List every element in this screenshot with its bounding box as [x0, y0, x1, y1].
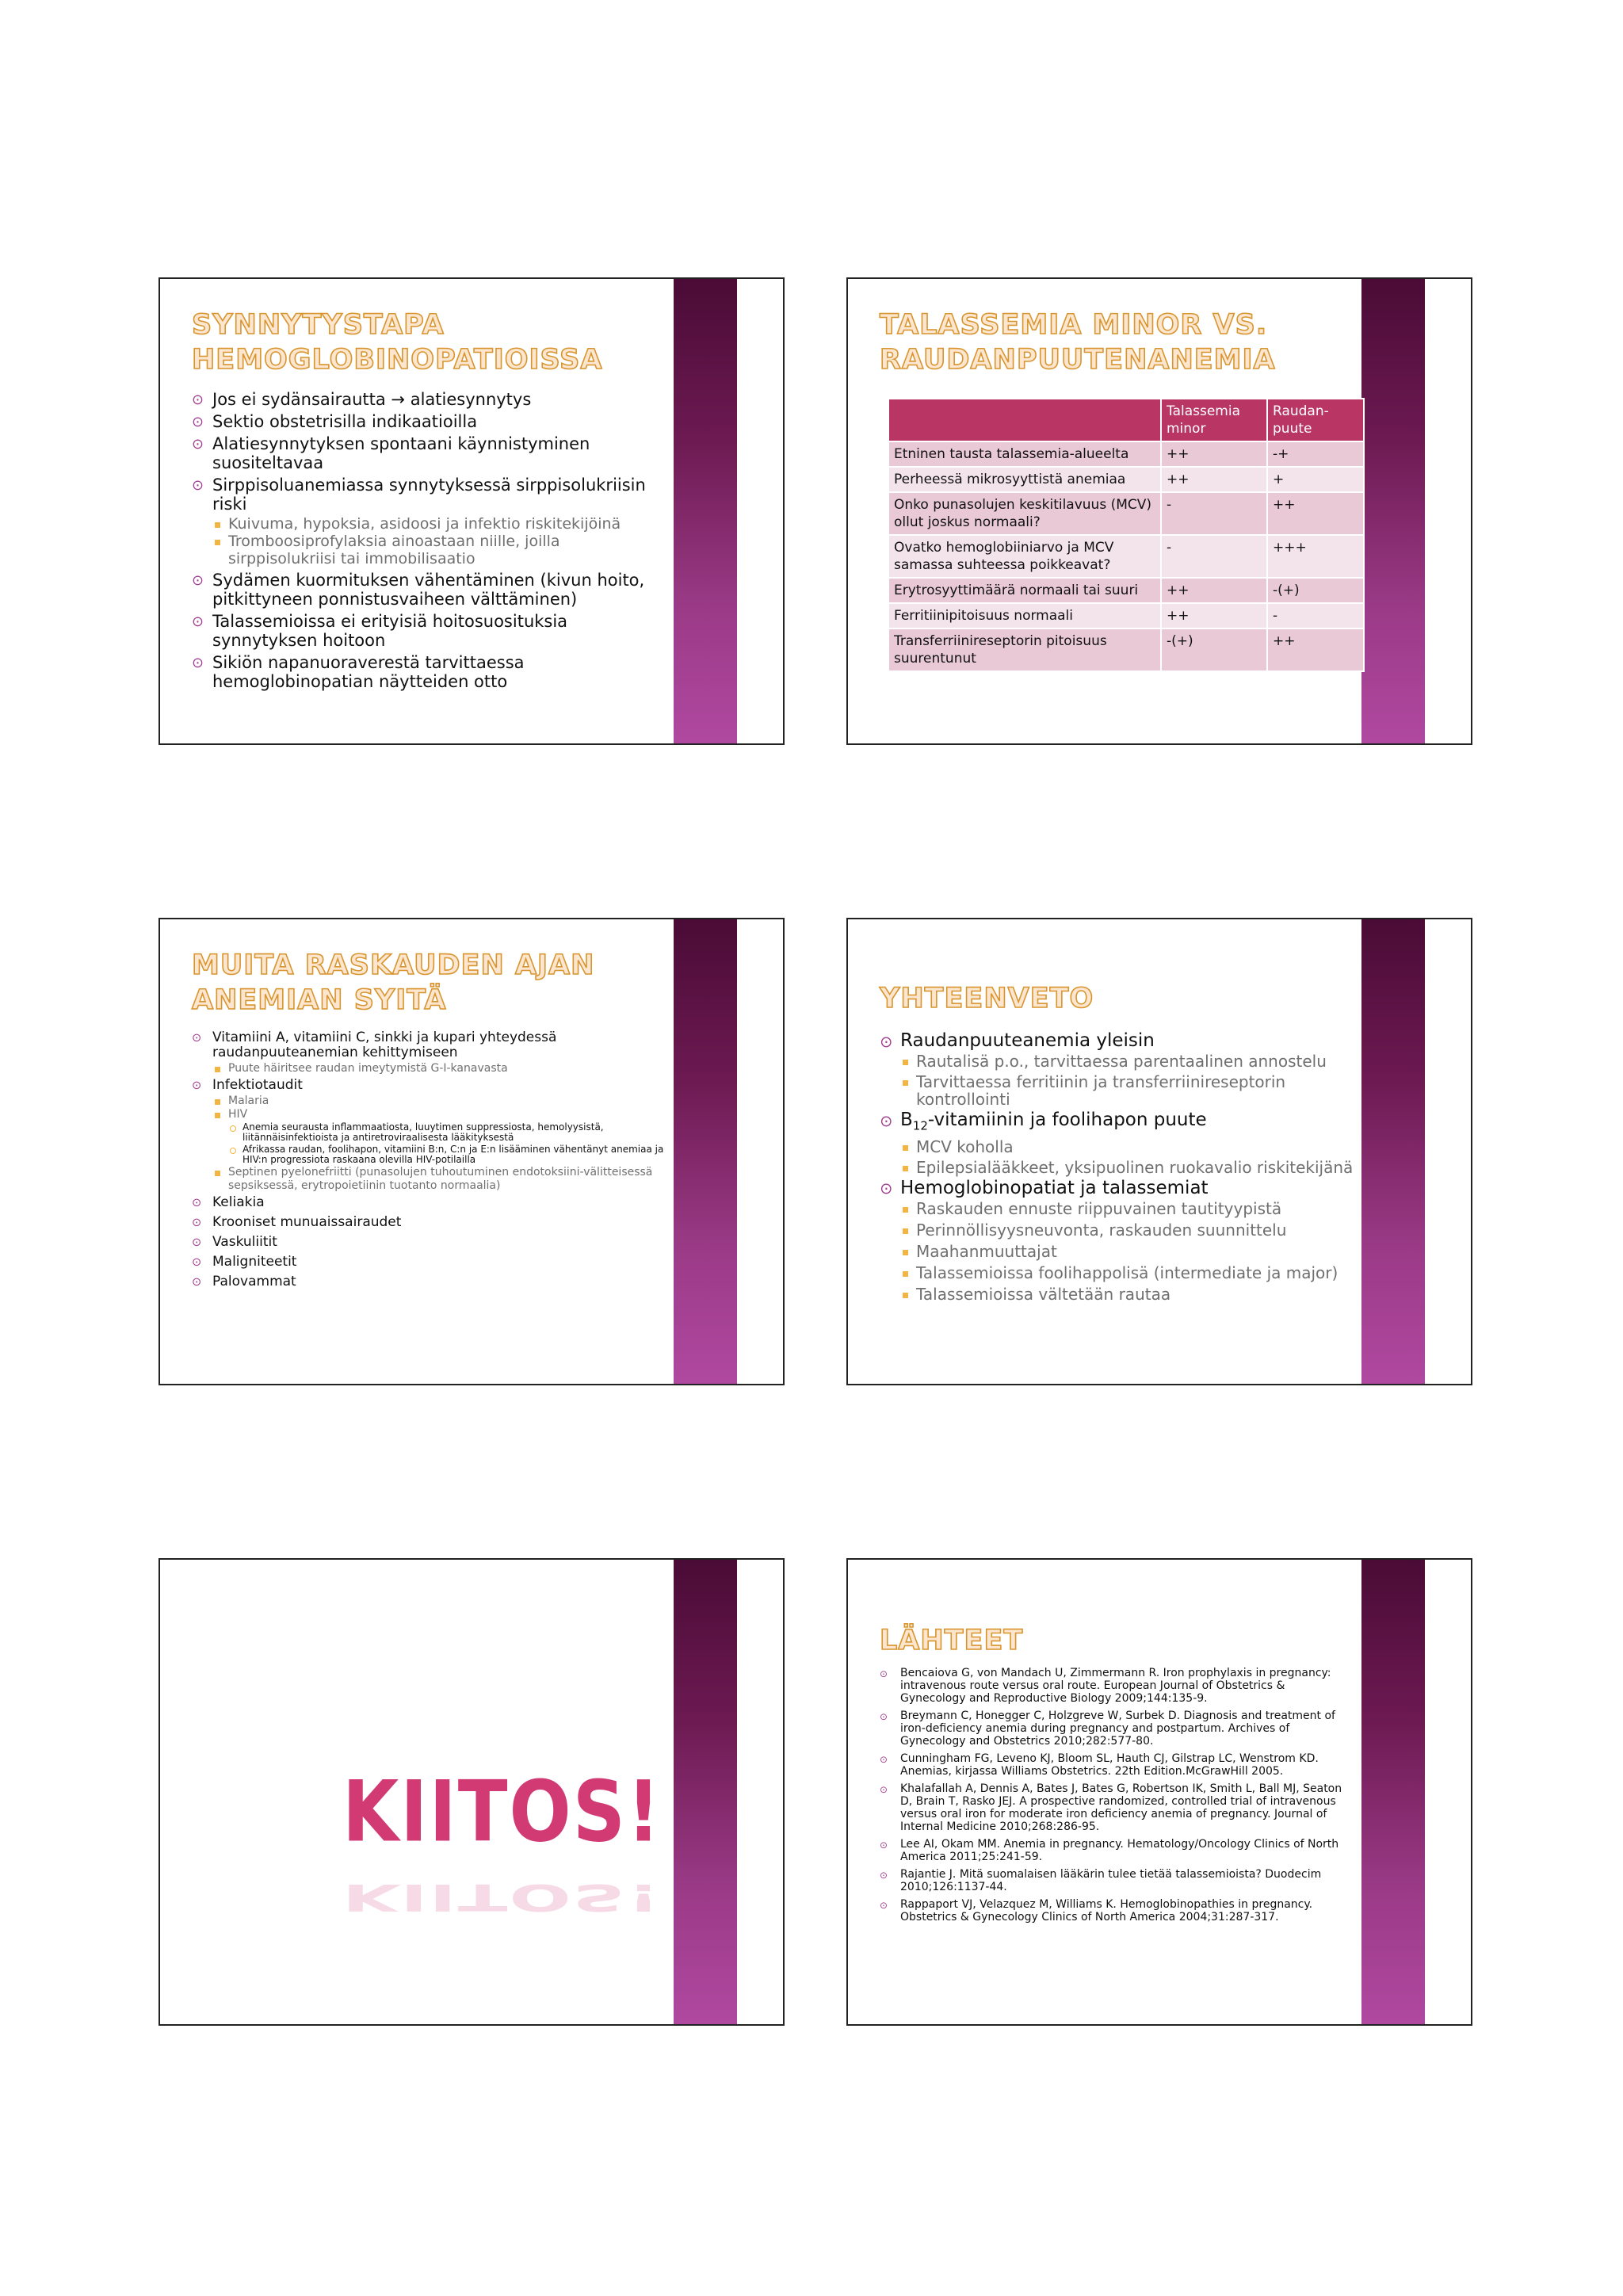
list-item: ⊙ Vaskuliitit	[192, 1235, 675, 1250]
table-cell: Perheessä mikrosyyttistä anemiaa	[888, 467, 1161, 492]
bullet-list	[880, 1030, 1371, 1305]
sub-sub-item: Afrikassa raudan, foolihapon, vitamiini B:n, C:n ja E:n lisääminen vähentänyt anemiaa ja HIV:n progressiota raskaana olevilla HIV-potilailla	[228, 1144, 675, 1165]
decorative-band	[1361, 1560, 1425, 2024]
table-cell: ++	[1161, 467, 1267, 492]
decorative-band	[674, 919, 737, 1384]
decorative-band	[674, 1560, 737, 2024]
table-row	[888, 603, 1364, 628]
table-cell: -(+)	[1267, 578, 1364, 603]
table-row	[888, 492, 1364, 535]
table-header: Talassemia minor	[1161, 399, 1267, 441]
table-header-row	[888, 399, 1364, 441]
decorative-band	[674, 279, 737, 743]
sub-list	[212, 1062, 675, 1075]
thank-you-reflection: KIITOS!	[342, 1875, 662, 1919]
list-item: ⊙ Sektio obstetrisilla indikaatioilla	[192, 412, 667, 431]
sub-list	[900, 1138, 1371, 1176]
list-item: ⊙ Sydämen kuormituksen vähentäminen (kivun hoito, pitkittyneen ponnistusvaiheen välttäminen)	[192, 571, 667, 609]
b-letter: B	[900, 1110, 913, 1130]
vitamin-text: -vitamiinin ja foolihapon puute	[927, 1110, 1207, 1130]
references-list	[880, 1667, 1347, 1924]
sub-item: Malaria	[212, 1095, 675, 1108]
sub-item	[212, 1108, 675, 1165]
sub-item: Perinnöllisyysneuvonta, raskauden suunnittelu	[900, 1221, 1371, 1239]
slide-title: MUITA RASKAUDEN AJAN ANEMIAN SYITÄ	[192, 949, 595, 1016]
reference-item: ⊙ Cunningham FG, Leveno KJ, Bloom SL, Hauth CJ, Gilstrap LC, Wenstrom KD. Anemias, kirjassa Williams Obstetrics. 22th Edition.McGrawHill 2005.	[880, 1752, 1347, 1778]
list-item	[192, 476, 667, 567]
table-cell: -(+)	[1161, 628, 1267, 671]
slide-kiitos	[158, 1558, 785, 2026]
sub-sub-list	[228, 1122, 675, 1165]
table-row	[888, 535, 1364, 578]
list-item	[880, 1178, 1371, 1303]
slide-title: LÄHTEET	[880, 1625, 1024, 1656]
table-cell: -	[1161, 535, 1267, 578]
table-row	[888, 467, 1364, 492]
sub-item: Maahanmuuttajat	[900, 1243, 1371, 1260]
table-cell: ++	[1267, 628, 1364, 671]
table-cell: -+	[1267, 441, 1364, 467]
table-cell: +++	[1267, 535, 1364, 578]
slide-title: YHTEENVETO	[880, 983, 1094, 1014]
list-item-text	[900, 1110, 1207, 1133]
table-cell: +	[1267, 467, 1364, 492]
list-item	[192, 1078, 675, 1193]
list-item: ⊙ Alatiesynnytyksen spontaani käynnistyminen suositeltavaa	[192, 434, 667, 472]
subscript-12: 12	[912, 1118, 928, 1133]
bullet-list	[192, 390, 667, 691]
table-cell: ++	[1161, 603, 1267, 628]
reference-item: ⊙ Rappaport VJ, Velazquez M, Williams K. Hemoglobinopathies in pregnancy. Obstetrics & Gynecology Clinics of North America 2004;31:287-317.	[880, 1898, 1347, 1924]
thank-you-text: KIITOS!	[342, 1763, 662, 1862]
reference-item: ⊙ Breymann C, Honegger C, Holzgreve W, Surbek D. Diagnosis and treatment of iron-deficiency anemia during pregnancy and postpartum. Archives of Gynecology and Obstetrics 2010;282:577-80.	[880, 1710, 1347, 1748]
list-item	[880, 1030, 1371, 1108]
slide-yhteenveto	[846, 918, 1472, 1385]
sub-item: Tarvittaessa ferritiinin ja transferriinireseptorin kontrollointi	[900, 1073, 1371, 1108]
sub-item: Raskauden ennuste riippuvainen tautityypistä	[900, 1200, 1371, 1217]
table-header	[888, 399, 1161, 441]
table-cell: ++	[1267, 492, 1364, 535]
list-item: ⊙ Jos ei sydänsairautta → alatiesynnytys	[192, 390, 667, 409]
sub-item: Kuivuma, hypoksia, asidoosi ja infektio riskitekijöinä	[212, 515, 667, 533]
list-item: ⊙ Krooniset munuaissairaudet	[192, 1215, 675, 1230]
reference-item: ⊙ Khalafallah A, Dennis A, Bates J, Bates G, Robertson IK, Smith L, Ball MJ, Seaton D, Brain T, Rasko JEJ. A prospective randomized, controlled trial of intravenous versus oral iron for moderate iron deficiency anemia of pregnancy. Journal of Internal Medicine 2010;268:286-95.	[880, 1782, 1347, 1833]
list-item: ⊙ Keliakia	[192, 1195, 675, 1210]
sub-item: Rautalisä p.o., tarvittaessa parentaalinen annostelu	[900, 1052, 1371, 1070]
list-item-text: Sirppisoluanemiassa synnytyksessä sirppisolukriisin riski	[212, 476, 646, 514]
list-item-text: Raudanpuuteanemia yleisin	[900, 1030, 1155, 1051]
sub-item: MCV koholla	[900, 1138, 1371, 1156]
slide-lahteet	[846, 1558, 1472, 2026]
sub-sub-item: Anemia seurausta inflammaatiosta, luuytimen suppressiosta, hemolyysistä, liitännäisinfektioista ja antiretroviraalisesta lääkityksestä	[228, 1122, 675, 1143]
bullet-list	[192, 1030, 675, 1289]
sub-item: Tromboosiprofylaksia ainoastaan niille, joilla sirppisolukriisi tai immobilisaatio	[212, 533, 667, 567]
table-cell: Ferritiinipitoisuus normaali	[888, 603, 1161, 628]
list-item: ⊙ Sikiön napanuoraverestä tarvittaessa hemoglobinopatian näytteiden otto	[192, 653, 667, 691]
list-item	[880, 1110, 1371, 1176]
table-cell: Erytrosyyttimäärä normaali tai suuri	[888, 578, 1161, 603]
sub-list	[900, 1200, 1371, 1303]
list-item-text: Vitamiini A, vitamiini C, sinkki ja kupari yhteydessä raudanpuuteanemian kehittymiseen	[212, 1030, 557, 1060]
slide-muita-anemian-syita	[158, 918, 785, 1385]
table-cell: ++	[1161, 578, 1267, 603]
table-row	[888, 578, 1364, 603]
table-cell: ++	[1161, 441, 1267, 467]
comparison-table	[888, 398, 1365, 672]
table-cell: -	[1161, 492, 1267, 535]
list-item	[192, 1030, 675, 1075]
list-item: ⊙ Maligniteetit	[192, 1255, 675, 1270]
list-item: ⊙ Talassemioissa ei erityisiä hoitosuosituksia synnytyksen hoitoon	[192, 612, 667, 650]
decorative-band	[1361, 919, 1425, 1384]
sub-list	[212, 1095, 675, 1193]
table-cell: Etninen tausta talassemia-alueelta	[888, 441, 1161, 467]
sub-item: Talassemioissa foolihappolisä (intermediate ja major)	[900, 1264, 1371, 1282]
table-header: Raudan-puute	[1267, 399, 1364, 441]
slide-talassemia-vs-raudanpuute	[846, 277, 1472, 745]
table-cell: Transferriinireseptorin pitoisuus suurentunut	[888, 628, 1161, 671]
table-row	[888, 628, 1364, 671]
sub-list	[900, 1052, 1371, 1108]
list-item-text: Hemoglobinopatiat ja talassemiat	[900, 1177, 1209, 1198]
table-cell: Ovatko hemoglobiiniarvo ja MCV samassa suhteessa poikkeavat?	[888, 535, 1161, 578]
list-item: ⊙ Palovammat	[192, 1274, 675, 1289]
table-cell: Onko punasolujen keskitilavuus (MCV) ollut joskus normaali?	[888, 492, 1161, 535]
slide-title: TALASSEMIA MINOR VS. RAUDANPUUTENANEMIA	[880, 309, 1276, 376]
sub-item: Epilepsialääkkeet, yksipuolinen ruokavalio riskitekijänä	[900, 1159, 1371, 1176]
decorative-band	[1361, 279, 1425, 743]
sub-list	[212, 515, 667, 567]
sub-item: Puute häiritsee raudan imeytymistä G-I-kanavasta	[212, 1062, 675, 1075]
list-item-text: Infektiotaudit	[212, 1077, 303, 1093]
slide-title: SYNNYTYSTAPA HEMOGLOBINOPATIOISSA	[192, 309, 603, 376]
reference-item: ⊙ Bencaiova G, von Mandach U, Zimmermann R. Iron prophylaxis in pregnancy: intravenous route versus oral route. European Journal of Obstetrics & Gynecology and Reproductive Biology 2009;144:135-9.	[880, 1667, 1347, 1705]
sub-item-text: HIV	[228, 1108, 248, 1121]
table-row	[888, 441, 1364, 467]
sub-item: Talassemioissa vältetään rautaa	[900, 1286, 1371, 1303]
reference-item: ⊙ Rajantie J. Mitä suomalaisen lääkärin tulee tietää talassemioista? Duodecim 2010;126:1137-44.	[880, 1868, 1347, 1893]
sub-item: Septinen pyelonefriitti (punasolujen tuhoutuminen endotoksiini-välitteisessä sepsiksessä, erytropoietiinin tuotanto normaalia)	[212, 1166, 675, 1193]
table-cell: -	[1267, 603, 1364, 628]
slide-synnytystapa	[158, 277, 785, 745]
reference-item: ⊙ Lee AI, Okam MM. Anemia in pregnancy. Hematology/Oncology Clinics of North America 2011;25:241-59.	[880, 1838, 1347, 1863]
